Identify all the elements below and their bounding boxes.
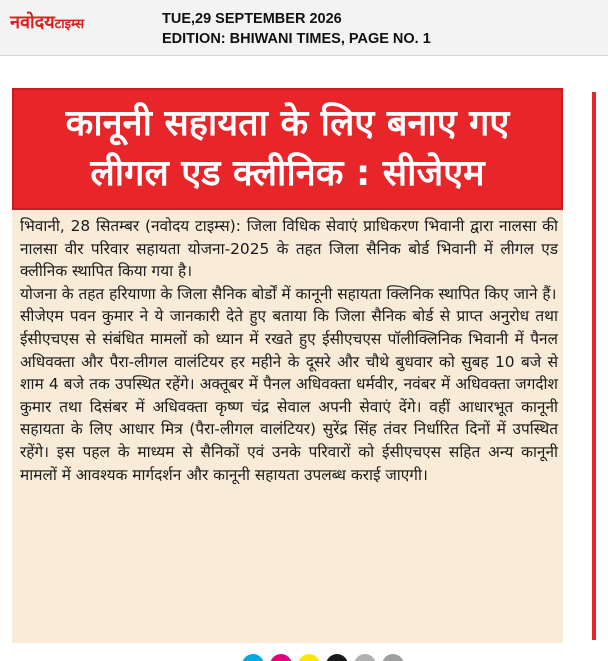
- yellow-swatch: [298, 654, 320, 661]
- edition-line: EDITION: BHIWANI TIMES, PAGE NO. 1: [162, 31, 431, 47]
- cropped-previous-text: [0, 57, 608, 87]
- article-paragraph: सीजेएम पवन कुमार ने ये जानकारी देते हुए बताया कि जिला सैनिक बोर्ड से प्राप्त अनुरोध तथा ईसीएचएस से संबंधित मामलों को ध्यान में रखते हुए ईसीएचएस पॉलीक्लिनिक भिवानी में पैनल अधिवक्ता और पैरा-लीगल वालंटियर हर महीने के दूसरे और चौथे बुधवार को सुबह 10 बजे से शाम 4 बजे तक उपस्थित रहेंगे। अक्तूबर में पैनल अधिवक्ता धर्मवीर, नवंबर में अधिवक्ता जगदीश कुमार तथा दिसंबर में अधिवक्ता कृष्ण चंद्र सेवाल अपनी सेवाएं देंगे। वहीं आधारभूत कानूनी सहायता के लिए आधार मित्र (पैरा-लीगल वालंटियर) सुरेंद्र सिंह तंवर निर्धारित दिनों में उपस्थित रहेंगे। इस पहल के माध्यम से सैनिकों एवं उनके परिवारों को ईसीएचएस सहित अन्य कानूनी मामलों में आवश्यक मार्गदर्शन और कानूनी सहायता उपलब्ध कराई जाएगी।: [20, 307, 558, 484]
- grey-swatch: [354, 654, 376, 661]
- logo-sub-text: टाइम्स: [54, 17, 84, 32]
- article-paragraph: भिवानी, 28 सितम्बर (नवोदय टाइम्स): जिला विधिक सेवाएं प्राधिकरण भिवानी द्वारा नालसा की नालसा वीर परिवार सहायता योजना-2025 के तहत जिला सैनिक बोर्ड भिवानी में लीगल एड क्लीनिक स्थापित किया गया है।: [20, 217, 558, 281]
- logo-main-text: नवोदय: [10, 12, 55, 33]
- newspaper-logo: [10, 10, 84, 34]
- cropped-text-fragment: [0, 57, 608, 67]
- headline-banner: [12, 88, 563, 210]
- edition-meta: [162, 9, 431, 49]
- magenta-swatch: [270, 654, 292, 661]
- headline-line-2: लीगल एड क्लीनिक : सीजेएम: [90, 153, 485, 194]
- article-body: [20, 215, 558, 486]
- adjacent-article-border: [592, 92, 596, 640]
- color-registration-strip: [0, 645, 608, 661]
- date-line: TUE,29 SEPTEMBER 2026: [162, 11, 342, 27]
- news-article: [12, 88, 563, 643]
- article-paragraph: योजना के तहत हरियाणा के जिला सैनिक बोर्डों में कानूनी सहायता क्लिनिक स्थापित किए जाने हैं।: [20, 284, 557, 303]
- headline-line-1: कानूनी सहायता के लिए बनाए गए: [65, 103, 510, 144]
- grey-swatch-2: [382, 654, 404, 661]
- black-swatch: [326, 654, 348, 661]
- cyan-swatch: [242, 654, 264, 661]
- edition-header: [0, 0, 608, 56]
